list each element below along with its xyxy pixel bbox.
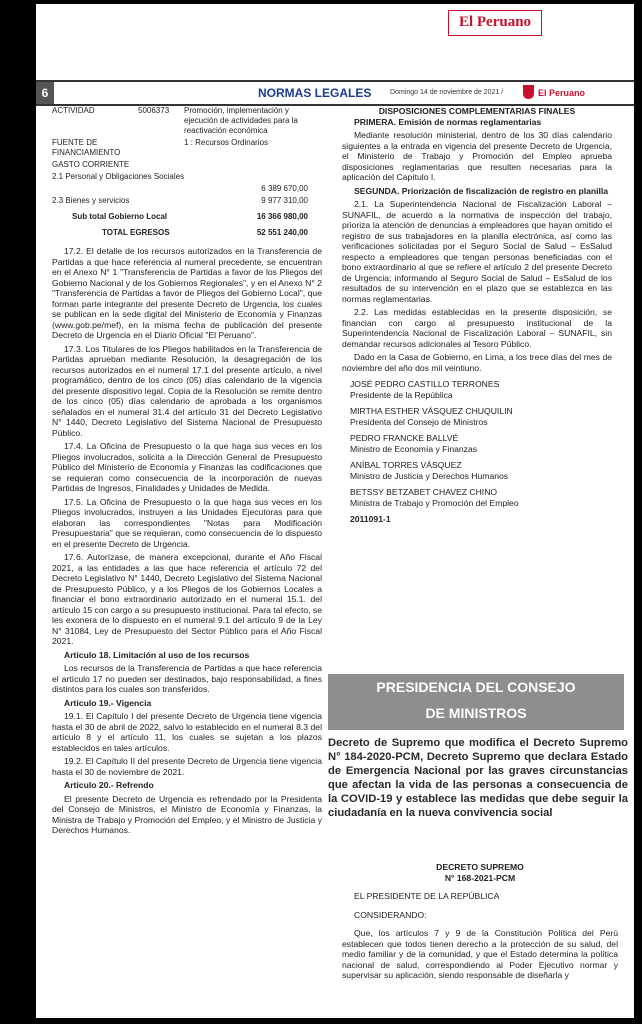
signatory-name: MIRTHA ESTHER VÁSQUEZ CHUQUILIN (350, 406, 513, 416)
decree-label: DECRETO SUPREMO (436, 862, 524, 872)
signatures (342, 379, 612, 525)
section-title: NORMAS LEGALES (258, 86, 372, 100)
signatory-title: Presidenta del Consejo de Ministros (350, 416, 488, 427)
paragraph: El presente Decreto de Urgencia es refrendado por la Presidenta del Consejo de Ministros, el Ministro de Economía y Finanzas, la Ministra de Trabajo y Promoción del Empleo, y el Ministro de Justicia y Derechos Humanos. (52, 793, 322, 835)
section-heading: DISPOSICIONES COMPLEMENTARIAS FINALES (378, 106, 576, 116)
banner-line-1: PRESIDENCIA DEL CONSEJO (376, 679, 576, 695)
signatory-name: JOSÉ PEDRO CASTILLO TERRONES (350, 379, 500, 389)
table-row: 2.1 Personal y Obligaciones Sociales (52, 172, 185, 181)
table-row: FUENTE DE FINANCIAMIENTO 1 : Recursos Ordinarios (52, 138, 269, 157)
table-row: TOTAL EGRESOS 52 551 240,00 (102, 228, 308, 237)
signatory-title: Ministro de Justicia y Derechos Humanos (350, 470, 509, 481)
paragraph: 19.2. El Capítulo II del presente Decreto de Urgencia tiene vigencia hasta el 30 de noviembre de 2021. (52, 756, 322, 777)
signatory-title: Ministra de Trabajo y Promoción del Empleo (350, 497, 519, 508)
decree-body (342, 862, 618, 984)
signatory-name: ANÍBAL TORRES VÁSQUEZ (350, 460, 462, 470)
header-brand: El Peruano (538, 88, 586, 98)
banner-line-2: DE MINISTROS (425, 705, 527, 721)
presidente-line: EL PRESIDENTE DE LA REPÚBLICA (354, 891, 500, 901)
paragraph: Dado en la Casa de Gobierno, en Lima, a los trece días del mes de noviembre del año dos mil veintiuno. (342, 352, 612, 373)
signatory-name: PEDRO FRANCKE BALLVÉ (350, 433, 459, 443)
article-heading: Artículo 20.- Refrendo (64, 780, 154, 790)
table-row: 6 389 670,00 (261, 184, 308, 193)
paragraph: Mediante resolución ministerial, dentro de los 30 días calendario siguientes a la entrada en vigencia del presente Decreto de Urgencia, el Ministerio de Trabajo y Promoción del Empleo aprueba disposiciones reglamentarias que resulten necesarias para la aplicación del Capítulo I. (342, 130, 612, 182)
table-row: 2.3 Bienes y servicios 9 977 310,00 (52, 196, 308, 205)
decree-title: Decreto de Supremo que modifica el Decreto Supremo N° 184-2020-PCM, Decreto Supremo que declara Estado de Emergencia Nacional por las graves circunstancias que afectan la vida de las personas a consecuencia de la COVID-19 y establece las medidas que debe seguir la ciudadanía en la nueva convivencia social (328, 737, 628, 819)
right-column (342, 106, 612, 525)
paragraph: 17.3. Los Titulares de los Pliegos habilitados en la Transferencia de Partidas aprueban mediante Resolución, la desagregación de los recursos autorizados en el numeral 17.1 del presente artículo, a nivel programático, dentro de los cinco (05) días calendario de la vigencia del presente dispositivo legal. Copia de la Resolución se remite dentro de los cinco (05) días calendario de aprobada a los organismos señalados en el numeral 31.4 del artículo 31 del Decreto Legislativo N° 1440, Decreto Legislativo del Sistema Nacional de Presupuesto Público. (52, 343, 322, 438)
paragraph: 19.1. El Capítulo I del presente Decreto de Urgencia tiene vigencia hasta el 30 de abril de 2022, salvo lo establecido en el numeral 8.3 del artículo 8 y el artículo 11, los cuales se sujetan a los plazos establecidos en tales artículos. (52, 711, 322, 753)
document-code: 2011091-1 (350, 514, 391, 524)
paragraph: 17.6. Autorízase, de manera excepcional, durante el Año Fiscal 2021, a las entidades a las que hace referencia el artículo 72 del Decreto Legislativo N° 1440, Decreto Legislativo del Sistema Nacional de Presupuesto Público, y a los Pliegos de los Gobiernos Locales a financiar el bono extraordinario autorizado en el numeral 15.1. del artículo 15 con cargo a su presupuesto institucional. Para tal efecto, se les exonera de lo dispuesto en el numeral 9.1 del artículo 9 de la Ley N° 31084, Ley de Presupuesto del Sector Público para el Año Fiscal 2021. (52, 552, 322, 646)
el-peruano-logo (448, 10, 542, 36)
table-row: GASTO CORRIENTE (52, 160, 130, 169)
disposition-heading: PRIMERA. Emisión de normas reglamentarias (354, 116, 542, 127)
table-row: Sub total Gobierno Local 16 366 980,00 (72, 212, 308, 221)
publication-date: Domingo 14 de noviembre de 2021 / (390, 89, 504, 96)
left-column (52, 106, 322, 839)
considerando: CONSIDERANDO: (354, 909, 427, 920)
paragraph: 17.2. El detalle de los recursos autorizados en la Transferencia de Partidas a que hace referencia al numeral precedente, se encuentran en el Anexo N° 1 "Transferencia de Partidas a favor de los Pliegos del Gobierno Nacional y de los Gobiernos Regionales", y en el Anexo N° 2 "Transferencia de Partidas a favor de Pliegos del Gobierno Local", que forman parte integrante del presente Decreto de Urgencia, los cuales se publican en la sede digital del Ministerio de Economía y Finanzas (www.gob.pe/mef), en la misma fecha de publicación del presente Decreto de Urgencia en el Diario Oficial "El Peruano". (52, 246, 322, 340)
table-row: ACTIVIDAD 5006373 Promoción, implementación y ejecución de actividades para la reactivación económica (52, 106, 298, 135)
signatory-title: Presidente de la República (350, 389, 453, 400)
decree-number: N° 168-2021-PCM (444, 872, 516, 883)
paragraph: Los recursos de la Transferencia de Partidas a que hace referencia el artículo 17 no pueden ser destinados, bajo responsabilidad, a fines distintos para los cuales son transferidos. (52, 663, 322, 694)
section-banner (328, 674, 624, 730)
paragraph: Que, los artículos 7 y 9 de la Constitución Política del Perú establecen que todos tienen derecho a la protección de su salud, del medio familiar y de la comunidad, y que el Estado determina la política nacional de salud, correspondiendo al Poder Ejecutivo normar y supervisar su aplicación, siendo responsable de diseñarla y (342, 928, 618, 980)
logo-text: El Peruano (458, 14, 532, 30)
paragraph: 2.1. La Superintendencia Nacional de Fiscalización Laboral – SUNAFIL, de acuerdo a la normativa de inspección del trabajo, prioriza la atención de denuncias a empleadores que hayan omitido el registro de sus trabajadores en la planilla electrónica, así como las verificaciones solicitadas por el Seguro Social de Salud – EsSalud respecto a empleadores que tengan personas beneficiadas con el bono extraordinario al que se refiere el artículo 2 del presente Decreto de Urgencia; informando al Seguro Social de Salud – EsSalud de los resultados de su intervención en el plazo que se establezca en las normas reglamentarias. (342, 199, 612, 304)
coat-of-arms-icon (523, 85, 534, 99)
paragraph: 17.4. La Oficina de Presupuesto o la que haga sus veces en los Pliegos involucrados, solicita a la Dirección General de Presupuesto Público del Ministerio de Economía y Finanzas las codificaciones que se requieran como consecuencia de la incorporación de nuevas Partidas de Ingresos, Finalidades y Unidades de Medida. (52, 441, 322, 493)
newspaper-page (36, 4, 634, 1018)
signatory-name: BETSSY BETZABET CHAVEZ CHINO (350, 487, 498, 497)
paragraph: 2.2. Las medidas establecidas en la presente disposición, se financian con cargo al presupuesto institucional de la Superintendencia Nacional de Fiscalización Laboral – SUNAFIL, sin demandar recursos adicionales al Tesoro Público. (342, 307, 612, 349)
page-header-bar (36, 80, 634, 106)
page-number: 6 (36, 82, 54, 104)
paragraph: 17.5. La Oficina de Presupuesto o la que haga sus veces en los Pliegos involucrados, instruyen a las Unidades Ejecutoras para que elaboran las correspondientes "Notas para Modificación Presupuestaria" que se requieran, como consecuencia de lo dispuesto en el presente Decreto de Urgencia. (52, 496, 322, 549)
signatory-title: Ministro de Economía y Finanzas (350, 443, 478, 454)
article-heading: Artículo 18. Limitación al uso de los recursos (64, 649, 250, 660)
disposition-heading: SEGUNDA. Priorización de fiscalización de registro en planilla (354, 185, 609, 196)
article-heading: Artículo 19.- Vigencia (64, 697, 152, 708)
